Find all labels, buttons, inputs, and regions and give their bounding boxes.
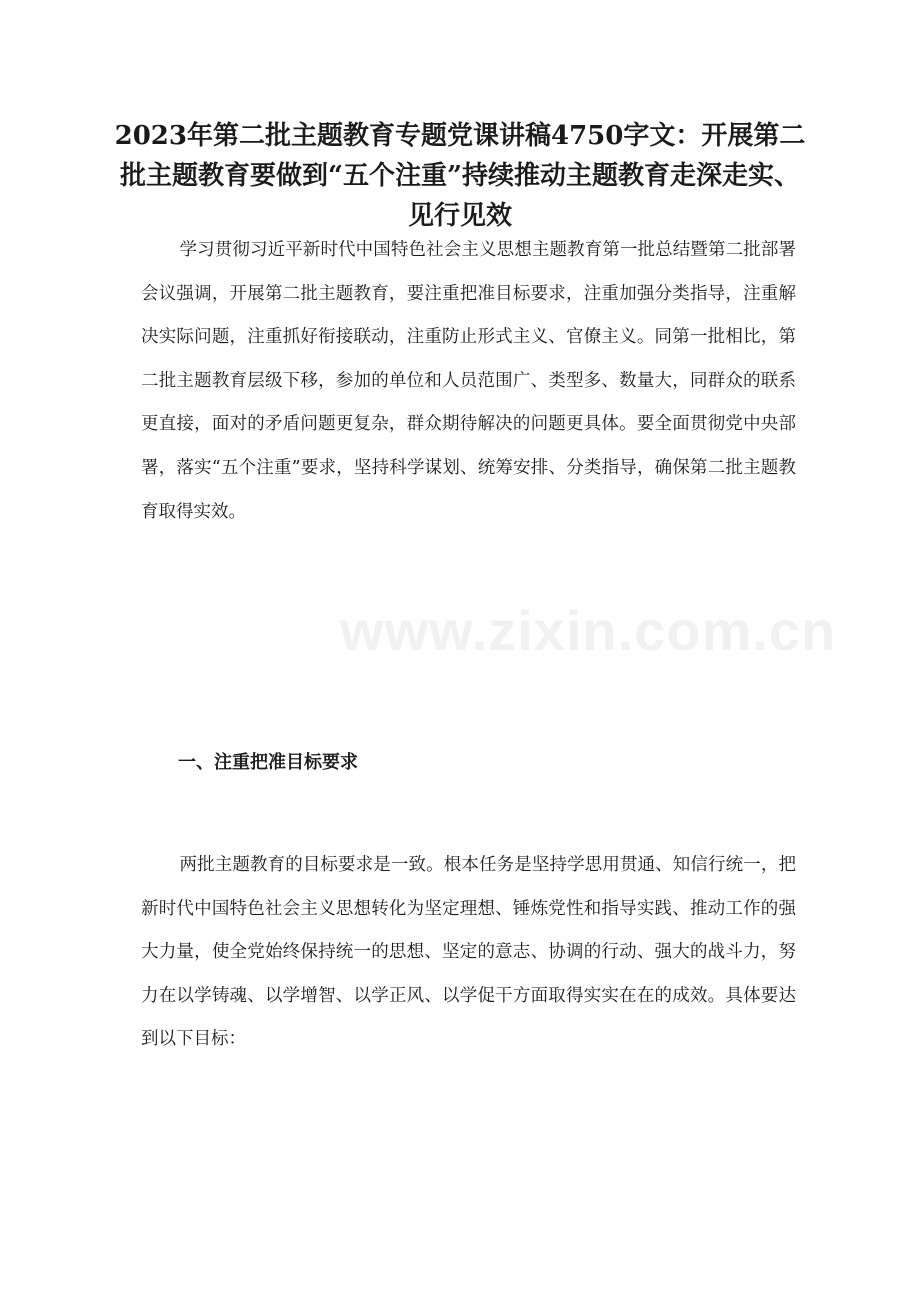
body-paragraph: 两批主题教育的目标要求是一致。根本任务是坚持学思用贯通、知信行统一，把新时代中国特色社会主义思想转化为坚定理想、锤炼党性和指导实践、推动工作的强大力量，使全党始终保持统一的思想、坚定的意志、协调的行动、强大的战斗力，努力在以学铸魂、以学增智、以学正风、以学促干方面取得实实在在的成效。具体要达到以下目标： xyxy=(141,855,796,1050)
watermark: www.zixin.com.cn xyxy=(340,599,837,662)
intro-paragraph: 学习贯彻习近平新时代中国特色社会主义思想主题教育第一批总结暨第二批部署会议强调，开展第二批主题教育，要注重把准目标要求，注重加强分类指导，注重解决实际问题，注重抓好衔接联动，注重防止形式主义、官僚主义。同第一批相比，第二批主题教育层级下移，参加的单位和人员范围广、类型多、数量大，同群众的联系更直接，面对的矛盾问题更复杂，群众期待解决的问题更具体。要全面贯彻党中央部署，落实“五个注重”要求，坚持科学谋划、统筹安排、分类指导，确保第二批主题教育取得实效。 xyxy=(141,240,796,522)
section-heading: 一、注重把准目标要求 xyxy=(178,752,358,773)
document-title: 2023年第二批主题教育专题党课讲稿4750字文：开展第二批主题教育要做到“五个注重”持续推动主题教育走深走实、见行见效 xyxy=(114,121,806,231)
